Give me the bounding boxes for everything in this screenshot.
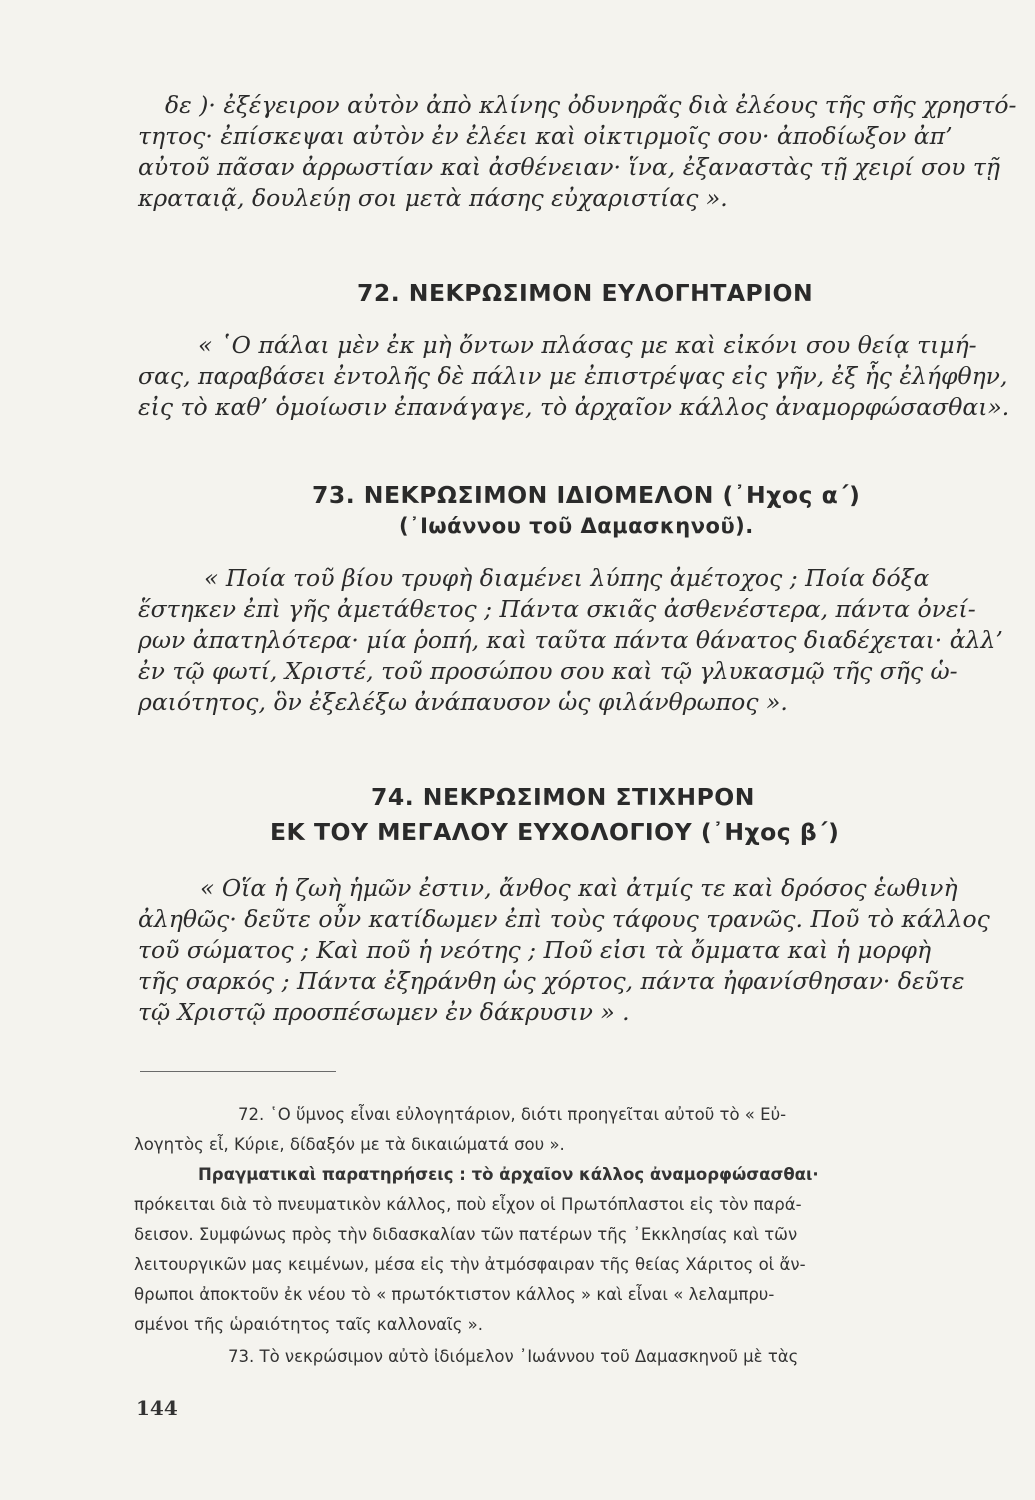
text-line: 72. ῾Ο ὕμνος εἶναι εὐλογητάριον, διότι προηγεῖται αὐτοῦ τὸ « Εὐ- <box>238 1105 787 1124</box>
text-line: « Ποία τοῦ βίου τρυφὴ διαμένει λύπης ἀμέτοχος ; Ποία δόξα <box>204 564 930 592</box>
footnote-divider <box>140 1071 336 1072</box>
text-line: ἀληθῶς· δεῦτε οὖν κατίδωμεν ἐπὶ τοὺς τάφους τρανῶς. Ποῦ τὸ κάλλος <box>138 905 990 933</box>
text-line: αὐτοῦ πᾶσαν ἀρρωστίαν καὶ ἀσθένειαν· ἵνα, ἐξαναστὰς τῇ χειρί σου τῇ <box>138 153 1000 181</box>
text-line: κραταιᾷ, δουλεύῃ σοι μετὰ πάσης εὐχαριστίας ». <box>138 184 728 212</box>
text-line: δεισον. Συμφώνως πρὸς τὴν διδασκαλίαν τῶν πατέρων τῆς ᾿Εκκλησίας καὶ τῶν <box>134 1225 798 1244</box>
text-line: τῷ Χριστῷ προσπέσωμεν ἐν δάκρυσιν » . <box>138 998 630 1026</box>
text-line: Πραγματικαὶ παρατηρήσεις : τὸ ἀρχαῖον κάλλος ἀναμορφώσασθαι· <box>198 1165 819 1184</box>
footnote-73 <box>228 1342 798 1372</box>
text-line: πρόκειται διὰ τὸ πνευματικὸν κάλλος, ποὺ εἶχον οἱ Πρωτόπλαστοι εἰς τὸν παρά- <box>134 1195 802 1214</box>
text-line: ἕστηκεν ἐπὶ γῆς ἀμετάθετος ; Πάντα σκιᾶς ἀσθενέστερα, πάντα ὀνεί- <box>138 595 976 623</box>
intro-paragraph <box>138 90 1017 214</box>
text-line: ραιότητος, ὃν ἐξελέξω ἀνάπαυσον ὡς φιλάνθρωπος ». <box>138 688 788 716</box>
text-line: τοῦ σώματος ; Καὶ ποῦ ἡ νεότης ; Ποῦ εἰσι τὰ ὄμματα καὶ ἡ μορφὴ <box>138 936 932 964</box>
text-line: εἰς τὸ καθ’ ὁμοίωσιν ἐπανάγαγε, τὸ ἀρχαῖον κάλλος ἀναμορφώσασθαι». <box>138 393 1010 421</box>
text-line: λειτουργικῶν μας κειμένων, μέσα εἰς τὴν ἀτμόσφαιραν τῆς θείας Χάριτος οἱ ἄν- <box>134 1255 806 1274</box>
section-74-hymn <box>138 873 990 1028</box>
section-73-author: (᾿Ιωάννου τοῦ Δαμασκηνοῦ). <box>399 514 754 538</box>
text-line: « ῾Ο πάλαι μὲν ἐκ μὴ ὄντων πλάσας με καὶ εἰκόνι σου θείᾳ τιμή- <box>198 331 977 359</box>
section-74-heading: 74. ΝΕΚΡΩΣΙΜΟΝ ΣΤΙΧΗΡΟΝ <box>371 783 755 811</box>
section-74-source: ΕΚ ΤΟΥ ΜΕΓΑΛΟΥ ΕΥΧΟΛΟΓΙΟΥ (᾿Ηχος β΄) <box>270 818 840 846</box>
footnote-practical-remarks <box>134 1160 819 1340</box>
text-line: τῆς σαρκός ; Πάντα ἐξηράνθη ὡς χόρτος, πάντα ἠφανίσθησαν· δεῦτε <box>138 967 965 995</box>
text-line: « Οἵα ἡ ζωὴ ἡμῶν ἐστιν, ἄνθος καὶ ἀτμίς τε καὶ δρόσος ἑωθινὴ <box>200 874 958 902</box>
section-72-heading: 72. ΝΕΚΡΩΣΙΜΟΝ ΕΥΛΟΓΗΤΑΡΙΟΝ <box>357 279 814 307</box>
text-line: θρωποι ἀποκτοῦν ἐκ νέου τὸ « πρωτόκτιστον κάλλος » καὶ εἶναι « λελαμπρυ- <box>134 1285 775 1304</box>
text-line: τητος· ἐπίσκεψαι αὐτὸν ἐν ἐλέει καὶ οἰκτιρμοῖς σου· ἀποδίωξον ἀπ’ <box>138 122 953 150</box>
section-73-heading: 73. ΝΕΚΡΩΣΙΜΟΝ ΙΔΙΟΜΕΛΟΝ (᾿Ηχος α΄) <box>312 481 861 509</box>
section-73-hymn <box>138 563 1003 718</box>
section-72-hymn <box>138 330 1010 423</box>
text-line: ρων ἀπατηλότερα· μία ῥοπή, καὶ ταῦτα πάντα θάνατος διαδέχεται· ἀλλ’ <box>138 626 1003 654</box>
footnote-72 <box>134 1100 787 1160</box>
page-number: 144 <box>136 1396 178 1420</box>
text-line: σας, παραβάσει ἐντολῆς δὲ πάλιν με ἐπιστρέψας εἰς γῆν, ἐξ ἧς ἐλήφθην, <box>138 362 1008 390</box>
text-line: λογητὸς εἶ, Κύριε, δίδαξόν με τὰ δικαιώματά σου ». <box>134 1135 565 1154</box>
text-line: σμένοι τῆς ὡραιότητος ταῖς καλλοναῖς ». <box>134 1315 484 1334</box>
text-line: ἐν τῷ φωτί, Χριστέ, τοῦ προσώπου σου καὶ τῷ γλυκασμῷ τῆς σῆς ὡ- <box>138 657 958 685</box>
text-line: δε )· ἐξέγειρον αὐτὸν ἀπὸ κλίνης ὀδυνηρᾶς διὰ ἐλέους τῆς σῆς χρηστό- <box>165 91 1017 119</box>
text-line: 73. Τὸ νεκρώσιμον αὐτὸ ἰδιόμελον ᾿Ιωάννου τοῦ Δαμασκηνοῦ μὲ τὰς <box>228 1347 799 1366</box>
